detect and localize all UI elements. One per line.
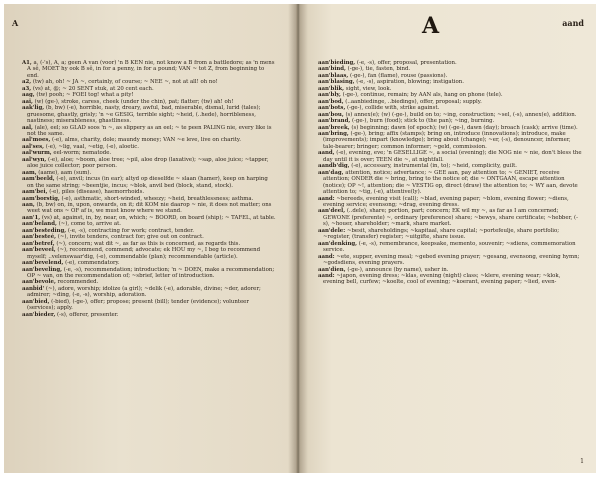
entry-definition: (ale), eel; so GLAD soos 'n ~, as slippery as an eel; ~ te peen PALING nie, every like is not the same. <box>27 124 272 137</box>
entry-definition: sight, view, look. <box>345 85 392 92</box>
dictionary-entry <box>22 202 276 215</box>
entry-definition: (-e), alms, charity, dole; maundy money; VAN ~e leve, live on charity. <box>52 137 241 144</box>
entry-definition: (tw) ah, oh! ~ JA ~, certainly, of course; ~ NEE ~, not at all! oh no! <box>32 79 218 86</box>
entry-headword: aan'besteding, <box>22 227 67 234</box>
entry-definition: (-e, -s), contracting for work; contract, tender. <box>67 227 194 234</box>
entry-definition: ~besit, shareholdings; ~kapitaal, share capital; ~portefeulje, share portfolio; ~register, (transfer) register; ~uitgifte, share issue. <box>323 227 560 241</box>
entry-headword: aan'bring, <box>318 130 349 137</box>
dictionary-entry <box>318 131 582 150</box>
dictionary-entry <box>318 254 582 267</box>
entry-definition: (-e), evening, eve; 'n GESELLIGE ~, a social (evening); die NOG nie ~ nie, don't bless the day until it is over; TEEN die ~, at nightfall. <box>323 150 582 163</box>
entry-headword: aam'borstig, <box>22 195 60 202</box>
entry-definition: (-ge-), collide with, strike against. <box>347 105 440 112</box>
entry-headword: aan'dele: <box>318 227 346 234</box>
entry-definition: (-ge-), continue, remain; by AAN als, hang on phone (tele). <box>342 92 503 99</box>
entry-headword: aam'bei, <box>22 189 48 196</box>
entry-headword: aan'breek, <box>318 124 350 131</box>
entry-definition: ~japon, evening dress; ~klas, evening (night) class; ~klere, evening wear; ~klok, evening bell, curfew; ~koelte, cool of evening; ~koerant, evening paper; ~lied, even- <box>323 272 561 286</box>
entry-headword: aand, <box>318 150 335 157</box>
entry-headword: aan'besteé, <box>22 234 57 241</box>
entry-definition: (vs) at, @; ~ 20 SENT stuk, at 20 cent each. <box>32 85 154 92</box>
entry-headword: aan'bevelend, <box>22 260 64 267</box>
entry-headword: a3, <box>22 85 32 92</box>
dictionary-entry <box>22 267 276 280</box>
entry-definition: (-e), commendatory. <box>65 260 120 267</box>
entry-definition: (-e), aloe; ~boom, aloe tree; ~pil, aloe drop (laxative); ~sap, aloe juice; ~tapper, aloe juice collector; poor person. <box>27 156 269 170</box>
entry-definition: (s) beginning; dawn (of epoch); (w) (-ge-), dawn (day); broach (cask); arrive (time). <box>351 124 578 131</box>
entry-headword: aal'wyn, <box>22 156 47 163</box>
entry-headword: aan'blaas, <box>318 72 349 79</box>
entry-headword: aal'wurm, <box>22 150 52 157</box>
entry-definition: (~), invite tenders, contract for; give out on contract. <box>57 234 204 241</box>
entry-definition: (-ge-), bring; affix (stamps); bring on, introduce (innovations); introduce, make (improvements); impart (knowledge); bring about (change); ~er, (-s), denouncer, informer, tale-bearer; bringer; common informer; ~geld, commission. <box>323 130 571 150</box>
entry-definition: ~bereeds, evening visit (call); ~blad, evening paper; ~blom, evening flower; ~diens, evening service; evensong; ~drag, evening dress. <box>323 195 569 208</box>
entry-headword: aan'bod, <box>318 98 344 105</box>
dictionary-entry <box>22 105 276 124</box>
dictionary-entry <box>318 228 582 241</box>
left-page <box>4 4 296 473</box>
entry-headword: aan, <box>22 201 35 208</box>
entry-headword: aan'dag, <box>318 169 344 176</box>
entry-definition: (-ge-), fan (flame), rouse (passions). <box>350 72 448 79</box>
entry-definition: (-e, -s), remembrance, keepsake, memento, souvenir; ~sdiens, commemoration service. <box>323 240 576 254</box>
entry-definition: (..dele), share; portion, part; concern; EK wil my ~, as far as I am concerned; GEWONE (preferente) ~, ordinary (preference) share; ~bewys, share certificate; ~hebber, (-s), ~houer, shareholder; ~mark, share market. <box>323 208 578 228</box>
dictionary-entry <box>22 176 276 189</box>
entry-definition: (~), come to, arrive at. <box>58 221 121 228</box>
entry-definition: (-e, -s), recommendation; introduction; 'n ~ DOEN, make a recommendation; OP ~ van, on the recommendation of; ~sbrief, letter of introduction. <box>27 266 275 279</box>
dictionary-entry <box>318 273 582 286</box>
entry-definition: (w) (ge-), stroke, caress, cheek (under the chin), pat; flatter; (tw) ah! oh! <box>34 98 234 105</box>
entry-definition: (b, bw) on, in, upon, onwards, on it; dit KOM nie daarop ~ nie, it does not matter; ons weet wat ons ~ OF af is, we must know where we stand. <box>27 201 272 215</box>
book-gutter-shadow <box>288 4 308 473</box>
entry-definition: ~ete, supper, evening meal; ~gebed evening prayer; ~gesang, evensong, evening hymn; ~godsdiens, evening prayers. <box>323 253 580 267</box>
entry-definition: (-ge-), announce (by name), usher in. <box>347 266 449 273</box>
entry-headword: aand: <box>318 272 335 279</box>
entry-definition: (-e, -s), aspiration, blowing; instigation. <box>356 79 464 86</box>
entry-definition: (-ge-), tie, fasten, bind. <box>347 66 411 73</box>
entry-definition: recommended. <box>57 279 99 286</box>
entry-definition: (-bied), (-ge-), offer; propose; present (bill); tender (evidence); volunteer (services); apply. <box>27 298 249 312</box>
right-page <box>296 4 596 473</box>
entry-headword: aan'deel, <box>318 208 346 215</box>
dictionary-entry <box>22 157 276 170</box>
entry-headword: aag, <box>22 92 35 99</box>
entry-headword: aan'beland, <box>22 221 57 228</box>
entry-headword: aan'bly, <box>318 92 341 99</box>
dictionary-entry <box>22 286 276 299</box>
entry-headword: aan'1, <box>22 214 41 221</box>
entry-definition: (-e, -s), offer, proposal, presentation. <box>356 60 457 66</box>
entry-definition: (~), adore, worship; idolize (a girl); ~delik (-e), adorable, divine; ~der, adorer; admirer; ~ding, (-e, -s), worship, adoration. <box>27 285 261 299</box>
dictionary-entry <box>22 125 276 138</box>
entry-headword: aan'denking, <box>318 240 358 247</box>
entry-headword: aan'bieding, <box>318 60 356 66</box>
entry-headword: aai, <box>22 98 33 105</box>
entry-headword: aam'beeld, <box>22 176 55 183</box>
entry-headword: aal'ses, <box>22 143 45 150</box>
entry-definition: (-e), anvil; incus (in ear); altyd op dieselfde ~ slaan (hamer), keep on harping on the same string; ~beentjie, incus; ~blok, anvil bed (block, stand, stock). <box>27 176 268 189</box>
entry-headword: aak'lig, <box>22 105 45 112</box>
entry-headword: aand: <box>318 195 335 202</box>
dictionary-entry <box>22 312 276 318</box>
entry-headword: aan'beveel, <box>22 247 56 254</box>
entry-headword: aal'moes, <box>22 137 51 144</box>
entry-headword: a2, <box>22 79 32 86</box>
left-page-header-letter: A <box>12 18 19 28</box>
entry-definition: (-s), offerer, presenter. <box>57 311 119 318</box>
entry-definition: (s) annex(e); (w) (-ge-), build on to; ~ing, construction; ~sel, (-s), annex(e), addition. <box>345 111 577 118</box>
entry-headword: aan'bied, <box>22 298 50 305</box>
dictionary-entry <box>22 299 276 312</box>
dictionary-entry <box>22 60 276 79</box>
dictionary-entry <box>318 241 582 254</box>
entry-headword: aanbid' <box>22 285 45 292</box>
entry-definition: eel-worm; nematode. <box>53 150 112 157</box>
entry-definition: (vs) at, against, in, by, near, on, which; ~ BOORD, on board (ship); ~ TAFEL, at table. <box>41 214 276 221</box>
entry-headword: aan'beveling, <box>22 266 62 273</box>
entry-definition: (~), concern; wat dit ~, as far as this is concerned, as regards this. <box>56 240 241 247</box>
entry-headword: aan'dien, <box>318 266 346 273</box>
section-letter: A <box>422 13 440 39</box>
entry-headword: aand: <box>318 253 335 260</box>
entry-headword: aan'bots, <box>318 105 346 112</box>
dictionary-book-spread <box>4 4 596 473</box>
entry-headword: aan'blasing, <box>318 79 355 86</box>
entry-headword: aandb'dig, <box>318 163 350 170</box>
left-page-entries <box>22 60 276 318</box>
entry-headword: aan'brand, <box>318 118 351 125</box>
dictionary-entry <box>318 150 582 163</box>
entry-definition: (tw) pooh; ~ FOEI tog! what a pity! <box>36 92 134 99</box>
entry-headword: aan'bind, <box>318 66 346 73</box>
entry-headword: aan'blik, <box>318 85 345 92</box>
entry-headword: A1, <box>22 60 32 66</box>
entry-headword: aan'bou, <box>318 111 344 118</box>
entry-definition: (..aanbiedinge, ..biedings), offer, proposal; supply. <box>345 98 482 105</box>
entry-definition: (~), recommend, commend; advocate; ek HOU my ~, I beg to recommend myself; ..velenswaar'dig, (-e), commendable (plan); recommendable (article). <box>27 247 261 260</box>
entry-headword: aal, <box>22 124 33 131</box>
entry-definition: (b, bw) (-e), horrible, nasty, dreary, awful, bad, miserable, dismal, lurid (tales); gruesome, ghastly, grisly; 'n ~e GESIG, terrible sight; ~heid, (..hede), horribleness, nastiness; miserableness, ghastliness. <box>27 105 261 125</box>
dictionary-entry <box>318 208 582 227</box>
right-page-entries <box>318 60 582 286</box>
entry-headword: aam, <box>22 169 37 176</box>
entry-definition: a, (-'s), A, a; geen A van (voor) 'n B KEN nie, not know a B from a battledore; as 'n mens A sê, MOET hy ook B sê, in for a penny, in for a pound; VAN ~ tot Z, from beginning to end. <box>27 60 275 79</box>
entry-definition: (-e), ~lig, vaal, ~etig, (-e), aloetic. <box>45 143 140 150</box>
dictionary-entry <box>22 247 276 260</box>
right-page-header-word: aand <box>562 18 584 28</box>
entry-headword: aan'betref, <box>22 240 55 247</box>
entry-definition: (-e), accessary, instrumental (in, to); ~heid, complicity, guilt. <box>351 163 517 170</box>
dictionary-entry <box>318 196 582 209</box>
entry-definition: (-e), asthmatic, short-winded, wheezy; ~heid, breathlessness; asthma. <box>61 195 254 202</box>
entry-definition: (-ge-), burn (food); stick to (the pan); ~ing, burning. <box>351 118 495 125</box>
entry-definition: (aame), aam (sum). <box>38 169 92 176</box>
page-number: 1 <box>580 458 584 465</box>
dictionary-entry <box>318 170 582 196</box>
entry-definition: attention, notice; advertance; ~ GEE aan, pay attention to; ~ GENIET, receive attention; ONDER die ~ bring, bring to the notice of; die ~ ONTGAAN, escape attention (notice); OP ~!, attention; die ~ VESTIG op, direct (draw) the attention to; ~ WY aan, devote attention to; ~tig, (-e), attentive(ly). <box>323 169 578 196</box>
entry-headword: aan'bieder, <box>22 311 56 318</box>
entry-definition: (-e), piles (disease), haemorrhoids. <box>49 189 145 196</box>
entry-headword: aan'bevole, <box>22 279 56 286</box>
